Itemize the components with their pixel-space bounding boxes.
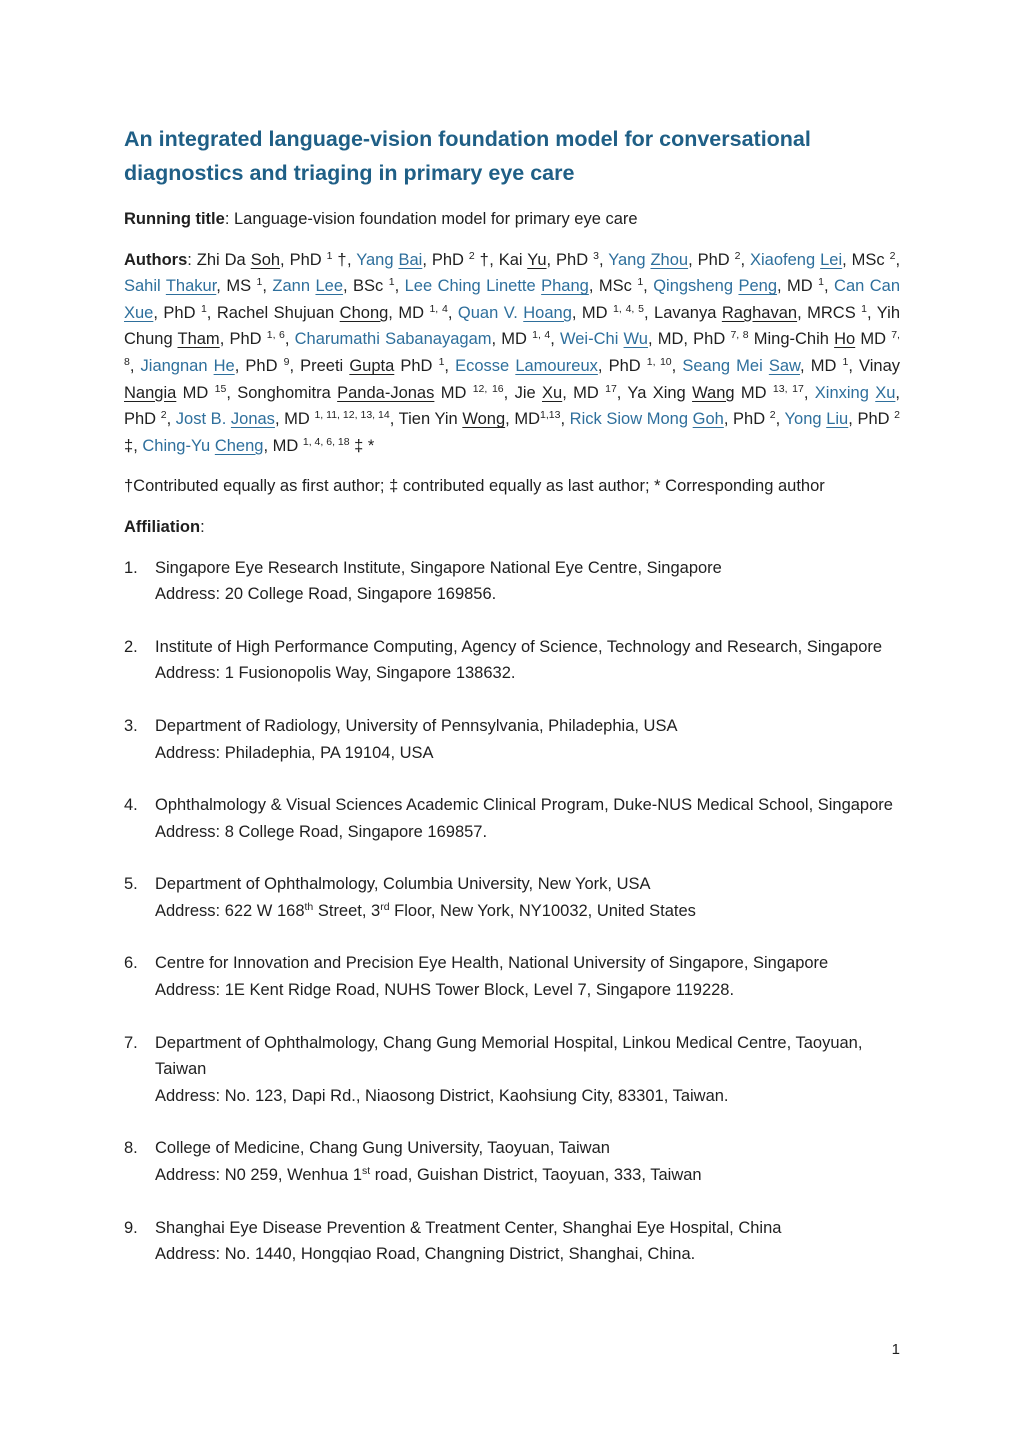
author-first-name: Ya Xing — [627, 383, 693, 402]
affiliation-address — [155, 1166, 702, 1184]
author-degree: , BSc — [343, 277, 389, 296]
author-name — [750, 251, 842, 269]
author-first-name: Jiangnan — [140, 356, 214, 375]
author-degree: , PhD — [280, 250, 327, 269]
author-degree: , MS — [216, 277, 257, 296]
author-last-name: Tham — [177, 330, 220, 349]
author-first-name: Charumathi Sabanayagam — [294, 330, 492, 349]
author — [570, 410, 776, 428]
author-name — [654, 304, 797, 322]
address-text: Address: N0 259, Wenhua 1 — [155, 1166, 362, 1185]
author-affiliation-ref: 1, 4 — [532, 329, 551, 342]
author-name — [300, 357, 394, 375]
author-affiliation-ref: 2 — [734, 249, 741, 262]
author-affiliation-ref: 1 — [200, 303, 207, 316]
author-degree: , MD — [263, 436, 303, 455]
author-first-name: Vinay — [859, 356, 900, 375]
author-last-name: Gupta — [349, 356, 395, 375]
author-affiliation-ref: 1 — [842, 356, 849, 369]
author-degree: , MD — [491, 330, 533, 349]
affiliation-heading: Affiliation: — [124, 517, 205, 536]
author-first-name: Zann — [272, 277, 316, 296]
author-affiliation-ref: 1, 11, 12, 13, 14 — [314, 409, 390, 422]
author-affiliation-ref: 2 — [468, 249, 475, 262]
author — [515, 384, 617, 402]
author-last-name: Zhou — [650, 250, 689, 269]
author-degree: , PhD — [723, 410, 770, 429]
author — [141, 357, 290, 375]
authors-container: Zhi Da Soh, PhD $^1$ †, Yang Bai, PhD $^2$ †, Kai Yu, PhD $^3$, Yang Zhou, PhD $^2$, Xiaofeng Lei, MSc $^2$, Sahil Thakur, MS $^1$, Zann Lee, BSc $^1$, Lee Ching Linette Phang, MSc $^1$, Qingsheng Peng, MD $^1$, Can Can Xue, PhD $^1$, Rachel Shujuan Chong, MD $^{1, 4}$, Quan V. Hoang, MD $^{1, 4, 5}$, Lavanya Raghavan, MRCS $^1$, Yih Chung Tham, PhD $^{1, 6}$, Charumathi Sabanayagam, MD $^{1, 4}$, Wei-Chi Wu, MD, PhD $^{7, 8}$ Ming-Chih Ho MD $^{7, 8}$, Jiangnan He, PhD $^9$, Preeti Gupta PhD $^1$, Ecosse Lamoureux, PhD $^{1, 10}$, Seang Mei Saw, MD $^1$, Vinay Nangia MD $^{15}$, Songhomitra Panda-Jonas MD $^{12, 16}$, Jie Xu, MD $^{17}$, Ya Xing Wang MD $^{13, 17}$, Xinxing Xu, PhD $^2$, Jost B. Jonas, MD $^{1, 11, 12, 13, 14}$, Tien Yin Wong, MD$^{1,13}$, Rick Siow Mong Goh, PhD $^2$, Yong Liu, PhD $^2$ ‡, Ching-Yu Cheng, MD $^{1, 4, 6, 18}$ ‡ * — [124, 249, 901, 455]
author-first-name: Ming-Chih — [753, 330, 835, 349]
author-name — [653, 277, 777, 295]
author-first-name: Lee Ching Linette — [404, 277, 542, 296]
address-text: Floor, New York, NY10032, United States — [389, 901, 696, 920]
affiliation-address: Address: 1E Kent Ridge Road, NUHS Tower Block, Level 7, Singapore 119228. — [155, 981, 735, 1000]
author-name — [197, 251, 280, 269]
author-contribution-mark: ‡ * — [349, 436, 375, 455]
author-name — [815, 384, 896, 402]
author-first-name: Preeti — [300, 356, 350, 375]
author-name — [124, 277, 216, 295]
address-text: Street, 3 — [313, 901, 381, 920]
author — [217, 304, 448, 322]
affiliation-name: Singapore Eye Research Institute, Singapore National Eye Centre, Singapore — [155, 558, 722, 577]
author-degree: , MD — [800, 356, 843, 375]
author-degree: , MSc — [588, 277, 638, 296]
author-last-name: Liu — [826, 410, 849, 429]
affiliation-name: Department of Ophthalmology, Columbia University, New York, USA — [155, 875, 651, 894]
author-last-name: Lei — [820, 250, 843, 269]
affiliation-number: 9. — [124, 1218, 138, 1237]
affiliation-label: Affiliation — [124, 517, 201, 536]
author-last-name: Bai — [398, 250, 423, 269]
affiliation-number: 5. — [124, 875, 138, 894]
affiliation-item — [124, 555, 900, 608]
affiliation-item — [124, 1030, 900, 1110]
author-contribution-mark: ‡ — [124, 436, 134, 455]
author — [455, 357, 672, 375]
author — [682, 357, 848, 375]
address-superscript: th — [304, 901, 314, 914]
running-title-label: Running title — [124, 210, 225, 228]
author-last-name: Lee — [315, 277, 343, 296]
author-affiliation-ref: 7, 8 — [730, 329, 749, 342]
author — [405, 277, 644, 295]
affiliation-name: Centre for Innovation and Precision Eye Health, National University of Singapore, Singapore — [155, 954, 829, 973]
author-name — [405, 277, 589, 295]
affiliation-address: Address: No. 1440, Hongqiao Road, Changning District, Shanghai, China. — [155, 1245, 696, 1264]
author — [653, 277, 824, 295]
author-last-name: Thakur — [165, 277, 217, 296]
address-text: Address: 622 W 168 — [155, 901, 305, 920]
author-affiliation-ref: 15 — [214, 382, 227, 395]
author — [124, 277, 262, 295]
author-affiliation-ref: 1, 4, 5 — [613, 303, 644, 316]
affiliation-name: Department of Ophthalmology, Chang Gung Memorial Hospital, Linkou Medical Centre, Taoyuan, Taiwan — [155, 1033, 863, 1079]
author-first-name: Seang Mei — [682, 356, 769, 375]
author-contribution-mark: † — [474, 250, 490, 269]
author — [300, 357, 444, 375]
author-degree: , MD, PhD — [647, 330, 731, 349]
author-name — [141, 357, 235, 375]
author-first-name: Xiaofeng — [750, 250, 821, 269]
author-degree: , MD — [562, 383, 606, 402]
authors-list: Authors: Zhi Da Soh, PhD $^1$ †, Yang Bai, PhD $^2$ †, Kai Yu, PhD $^3$, Yang Zhou, PhD $^2$, Xiaofeng Lei, MSc $^2$, Sahil Thakur, MS $^1$, Zann Lee, BSc $^1$, Lee Ching Linette Phang, MSc $^1$, Qingsheng Peng, MD $^1$, Can Can Xue, PhD $^1$, Rachel Shujuan Chong, MD $^{1, 4}$, Quan V. Hoang, MD $^{1, 4, 5}$, Lavanya Raghavan, MRCS $^1$, Yih Chung Tham, PhD $^{1, 6}$, Charumathi Sabanayagam, MD $^{1, 4}$, Wei-Chi Wu, MD, PhD $^{7, 8}$ Ming-Chih Ho MD $^{7, 8}$, Jiangnan He, PhD $^9$, Preeti Gupta PhD $^1$, Ecosse Lamoureux, PhD $^{1, 10}$, Seang Mei Saw, MD $^1$, Vinay Nangia MD $^{15}$, Songhomitra Panda-Jonas MD $^{12, 16}$, Jie Xu, MD $^{17}$, Ya Xing Wang MD $^{13, 17}$, Xinxing Xu, PhD $^2$, Jost B. Jonas, MD $^{1, 11, 12, 13, 14}$, Tien Yin Wong, MD$^{1,13}$, Rick Siow Mong Goh, PhD $^2$, Yong Liu, PhD $^2$ ‡, Ching-Yu Cheng, MD $^{1, 4, 6, 18}$ ‡ * — [124, 249, 901, 455]
author-affiliation-ref: 7, 8 — [124, 329, 900, 369]
author-first-name: Quan V. — [457, 303, 524, 322]
author-first-name: Yih Chung — [124, 303, 901, 349]
author-last-name: Cheng — [214, 436, 264, 455]
contribution-note: †Contributed equally as first author; ‡ contributed equally as last author; * Corresponding author — [124, 477, 825, 496]
affiliation-address: Address: 20 College Road, Singapore 169856. — [155, 585, 497, 604]
affiliation-item — [124, 792, 900, 845]
author-first-name: Rick Siow Mong — [569, 410, 693, 429]
author-affiliation-ref: 1,13 — [540, 409, 561, 422]
author — [627, 384, 803, 402]
author-affiliation-ref: 1, 4, 6, 18 — [302, 435, 350, 448]
author-last-name: Xue — [124, 303, 154, 322]
author-last-name: Wang — [692, 383, 735, 402]
author-name — [515, 384, 563, 402]
author-last-name: Chong — [339, 303, 389, 322]
author-last-name: Peng — [738, 277, 778, 296]
affiliation-number: 3. — [124, 716, 138, 735]
author-name — [627, 384, 734, 402]
author — [499, 251, 599, 269]
author-first-name: Kai — [498, 250, 528, 269]
affiliation-item — [124, 1215, 900, 1268]
page-number: 1 — [891, 1341, 900, 1358]
author-first-name: Songhomitra — [237, 383, 338, 402]
running-title — [124, 206, 900, 233]
affiliation-list — [124, 555, 900, 1268]
author-name — [237, 384, 434, 402]
authors-label: Authors — [124, 250, 188, 269]
author-degree: MD — [434, 383, 473, 402]
author-affiliation-ref: 1, 6 — [266, 329, 285, 342]
author-last-name: Wu — [623, 330, 648, 349]
author-last-name: Soh — [250, 250, 281, 269]
author-affiliation-ref: 17 — [605, 382, 617, 395]
address-text: road, Guishan District, Taoyuan, 333, Taiwan — [370, 1166, 702, 1185]
author-affiliation-ref: 2 — [889, 249, 896, 262]
author-name — [455, 357, 598, 375]
author-degree: , MD — [571, 303, 614, 322]
affiliation-name: Institute of High Performance Computing, Agency of Science, Technology and Research, Singapore — [155, 637, 883, 656]
author-first-name: Yang — [356, 250, 399, 269]
author-first-name: Can Can — [834, 277, 901, 296]
author-first-name: Rachel Shujuan — [216, 303, 340, 322]
author — [295, 330, 551, 348]
author-name — [499, 251, 547, 269]
author-degree: MD — [176, 383, 215, 402]
author-name — [560, 330, 648, 348]
author-affiliation-ref: 2 — [769, 409, 776, 422]
author-last-name: Lamoureux — [515, 356, 598, 375]
affiliation-item — [124, 634, 900, 687]
author-affiliation-ref: 9 — [283, 356, 290, 369]
author-last-name: Phang — [541, 277, 589, 296]
author — [142, 437, 374, 455]
author-degree: , PhD — [124, 383, 901, 429]
author-last-name: Jonas — [230, 410, 275, 429]
author-degree: , MRCS — [797, 303, 862, 322]
author-degree: , PhD — [848, 410, 895, 429]
author-name — [272, 277, 343, 295]
author-degree: , MD — [388, 303, 430, 322]
author-degree: , PhD — [597, 356, 647, 375]
author-first-name: Ching-Yu — [142, 436, 215, 455]
author-degree: MD — [734, 383, 773, 402]
author — [399, 410, 561, 428]
author-affiliation-ref: 1 — [637, 276, 644, 289]
author-last-name: Ho — [834, 330, 856, 349]
author-name — [399, 410, 505, 428]
author-degree: , MD — [274, 410, 315, 429]
affiliation-item — [124, 713, 900, 766]
author-affiliation-ref: 2 — [894, 409, 901, 422]
author-contribution-mark: † — [332, 250, 347, 269]
author-degree: , MD — [505, 410, 540, 429]
author-affiliation-ref: 1 — [438, 356, 445, 369]
author-last-name: Panda-Jonas — [337, 383, 435, 402]
author-degree: , PhD — [546, 250, 594, 269]
address-superscript: rd — [380, 901, 390, 914]
author-degree: PhD — [394, 356, 439, 375]
running-title-text: : Language-vision foundation model for primary eye care — [224, 210, 638, 228]
author-affiliation-ref: 2 — [160, 409, 167, 422]
affiliation-address — [155, 902, 696, 920]
author-last-name: He — [213, 356, 235, 375]
author-name — [176, 410, 275, 428]
author-last-name: Goh — [692, 410, 724, 429]
author-affiliation-ref: 13, 17 — [772, 382, 804, 395]
author-first-name: Jie — [514, 383, 543, 402]
author-affiliation-ref: 12, 16 — [472, 382, 504, 395]
author-affiliation-ref: 3 — [593, 249, 599, 262]
affiliation-name: Ophthalmology & Visual Sciences Academic Clinical Program, Duke-NUS Medical School, Singapore — [155, 796, 893, 815]
author-name — [682, 357, 800, 375]
author-degree: , PhD — [688, 250, 735, 269]
affiliation-number: 8. — [124, 1139, 138, 1158]
affiliation-number: 1. — [124, 558, 138, 577]
author-affiliation-ref: 1 — [818, 276, 824, 289]
author-last-name: Raghavan — [721, 303, 798, 322]
affiliation-name: College of Medicine, Chang Gung University, Taoyuan, Taiwan — [155, 1139, 610, 1158]
author-name — [754, 330, 855, 348]
author-last-name: Wong — [462, 410, 506, 429]
page-content — [124, 122, 900, 1294]
author — [197, 251, 347, 269]
author-affiliation-ref: 1, 4 — [429, 303, 448, 316]
author — [176, 410, 390, 428]
affiliation-item — [124, 950, 900, 1003]
author-first-name: Wei-Chi — [559, 330, 624, 349]
affiliation-name: Department of Radiology, University of Pennsylvania, Philadephia, USA — [155, 716, 678, 735]
author-degree: , PhD — [219, 330, 267, 349]
author-first-name: Sahil — [124, 277, 166, 296]
author-degree: , MSc — [842, 250, 890, 269]
author — [272, 277, 394, 295]
affiliation-name: Shanghai Eye Disease Prevention & Treatment Center, Shanghai Eye Hospital, China — [155, 1218, 782, 1237]
author — [560, 330, 749, 348]
author-last-name: Xu — [875, 383, 896, 402]
author-affiliation-ref: 1, 10 — [646, 356, 672, 369]
address-superscript: st — [362, 1165, 371, 1178]
author-degree: , PhD — [422, 250, 469, 269]
author — [458, 304, 644, 322]
author-degree: , PhD — [234, 356, 284, 375]
author-first-name: Yong — [784, 410, 827, 429]
author-last-name: Yu — [527, 250, 547, 269]
affiliation-address: Address: 8 College Road, Singapore 169857. — [155, 822, 488, 841]
author — [356, 251, 489, 269]
affiliation-item — [124, 871, 900, 924]
author-degree: , MD — [777, 277, 819, 296]
author-last-name: Nangia — [124, 383, 177, 402]
author-name — [295, 330, 492, 348]
author — [237, 384, 503, 402]
author-first-name: Qingsheng — [653, 277, 739, 296]
author-degree: MD — [855, 330, 892, 349]
affiliation-number: 7. — [124, 1033, 138, 1052]
affiliation-number: 2. — [124, 637, 138, 656]
author — [608, 251, 740, 269]
affiliation-number: 4. — [124, 796, 138, 815]
author-first-name: Xinxing — [814, 383, 876, 402]
affiliation-address: Address: Philadephia, PA 19104, USA — [155, 743, 434, 762]
author — [750, 251, 895, 269]
author-first-name: Lavanya — [654, 303, 722, 322]
author-affiliation-ref: 1 — [388, 276, 395, 289]
author-affiliation-ref: 1 — [861, 303, 868, 316]
author-first-name: Yang — [608, 250, 651, 269]
author-name — [217, 304, 388, 322]
author-last-name: Saw — [768, 356, 801, 375]
paper-title-line-2: diagnostics and triaging in primary eye care — [124, 161, 575, 185]
author-last-name: Hoang — [523, 303, 572, 322]
affiliation-item — [124, 1135, 900, 1188]
author-affiliation-ref: 1 — [326, 249, 333, 262]
author-name — [458, 304, 572, 322]
author-first-name: Tien Yin — [398, 410, 463, 429]
author-last-name: Xu — [542, 383, 563, 402]
affiliation-address: Address: 1 Fusionopolis Way, Singapore 138632. — [155, 664, 516, 683]
affiliation-address: Address: No. 123, Dapi Rd., Niaosong District, Kaohsiung City, 83301, Taiwan. — [155, 1086, 729, 1105]
author-name — [570, 410, 724, 428]
author-first-name: Jost B. — [175, 410, 231, 429]
author-name — [785, 410, 849, 428]
author — [654, 304, 867, 322]
author-first-name: Ecosse — [455, 356, 516, 375]
affiliation-number: 6. — [124, 954, 138, 973]
author-affiliation-ref: 1 — [256, 276, 263, 289]
paper-title — [124, 122, 900, 190]
author-first-name: Zhi Da — [196, 250, 251, 269]
paper-title-line-1: An integrated language-vision foundation model for conversational — [124, 127, 811, 151]
author-name — [608, 251, 688, 269]
author-degree: , PhD — [153, 303, 201, 322]
author-name — [142, 437, 263, 455]
author-name — [356, 251, 422, 269]
